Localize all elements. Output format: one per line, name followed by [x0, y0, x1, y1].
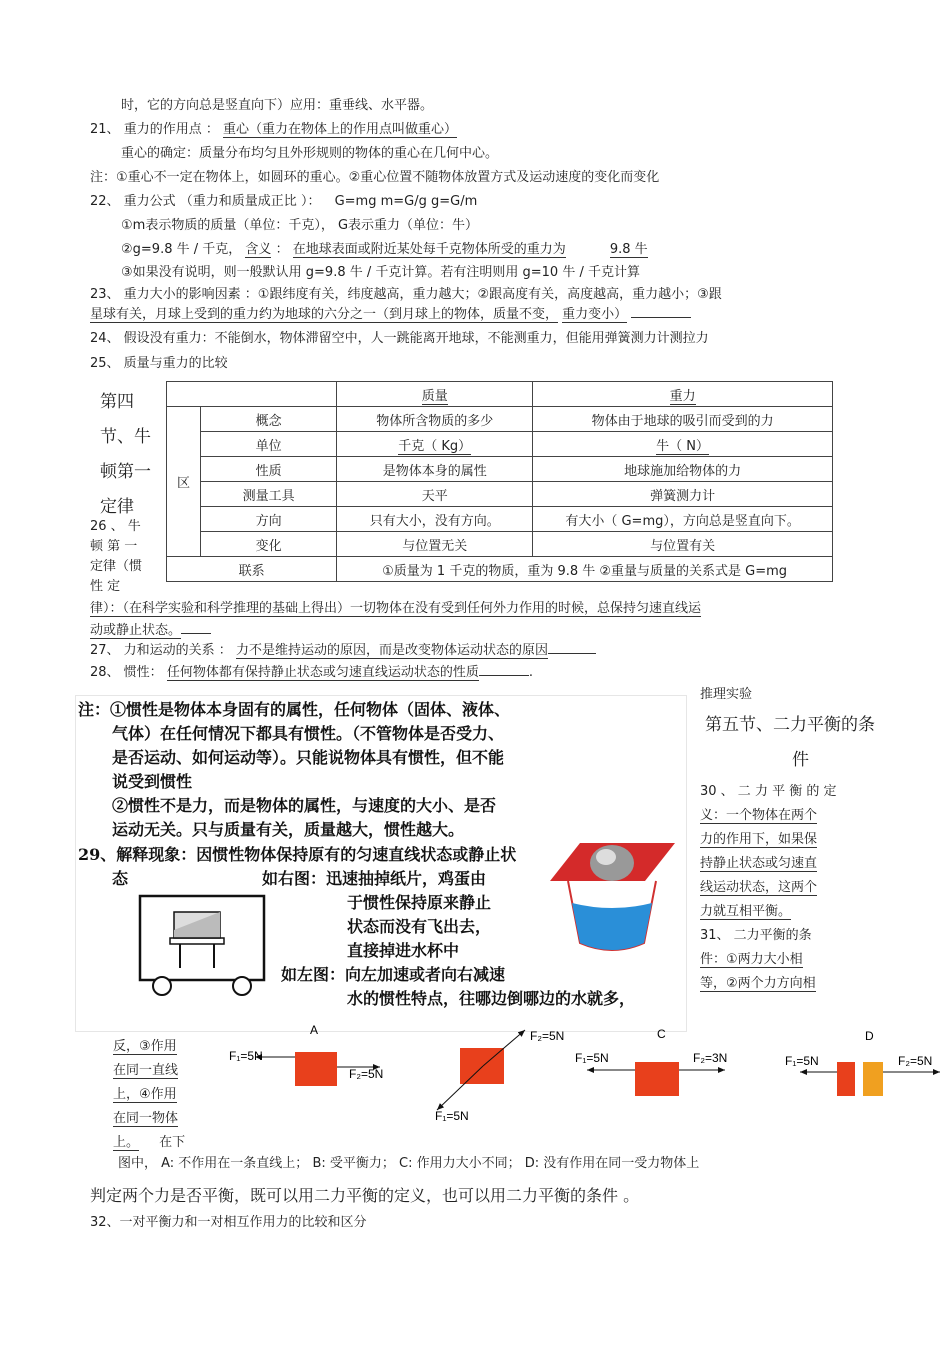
text-line: 判定两个力是否平衡，既可以用二力平衡的定义，也可以用二力平衡的条件 。: [90, 1186, 640, 1205]
handwritten-line: 于惯性保持原来静止: [347, 893, 492, 912]
row-label: 性质: [201, 457, 337, 482]
text-line: [90, 306, 691, 324]
row-label: 单位: [201, 432, 337, 457]
table-cell: 与位置有关: [533, 532, 833, 557]
text-line: [90, 622, 211, 640]
table-row: [167, 482, 833, 507]
handwritten-line: 如左图：向左加速或者向右减速: [281, 965, 506, 984]
text-line: 在同一物体: [113, 1111, 179, 1126]
force-label: F₁=5N: [575, 1051, 609, 1065]
title-line: 第四: [100, 392, 134, 412]
text-line: 重心的确定：质量分布均匀且外形规则的物体的重心在几何中心。: [121, 146, 499, 161]
forces-figure: [215, 1010, 950, 1128]
handwritten-line: 运动无关。只与质量有关，质量越大，惯性越大。: [112, 820, 465, 839]
item-answer: 力不是维持运动的原因，而是改变物体运动状态的原因: [235, 643, 548, 658]
text-line: 30 、 二 力 平 衡 的 定: [700, 784, 837, 799]
text-line: ③如果没有说明，则一般默认用 g=9.8 牛 / 千克计算。若有注明则用 g=10 牛 / 千克计算: [121, 265, 640, 280]
item-25: 25、 质量与重力的比较: [90, 356, 228, 371]
text-part: 律）：（在科学实验和科学推理的基础上得出）一切物体在没有受到任何外力作用的时候，总保持匀速直线运: [90, 601, 702, 616]
section-title: [100, 385, 151, 525]
row-label: 变化: [201, 532, 337, 557]
row-label: 测量工具: [201, 482, 337, 507]
force-label: F₂=5N: [530, 1029, 565, 1043]
block-c: [635, 1062, 679, 1096]
text-part: 星球有关，月球上受到的重力约为地球的六分之一（到月球上的物体，质量不变，: [90, 307, 559, 322]
handwritten-line: 气体）在任何情况下都具有惯性。（不管物体是否受力、: [112, 724, 505, 743]
diagram-label-d: D: [865, 1029, 874, 1043]
table-cell: 与位置无关: [337, 532, 533, 557]
text-part: 在地球表面或附近某处每千克物体所受的重力为: [292, 242, 566, 257]
force-label: F₁=5N: [785, 1054, 819, 1068]
text-line: 31、 二力平衡的条: [700, 928, 812, 943]
handwritten-line: 是否运动、如何运动等）。只能说物体具有惯性，但不能: [112, 748, 505, 767]
text-line: 26 、 牛: [90, 519, 141, 534]
table-cell: 天平: [337, 482, 533, 507]
text-line: 时，它的方向总是竖直向下）应用：重垂线、水平器。: [121, 98, 434, 113]
block-a: [295, 1052, 337, 1086]
blank: [479, 675, 529, 676]
item-label: 27、 力和运动的关系 ：: [90, 643, 232, 658]
text-line: 在下: [159, 1135, 186, 1150]
force-label: F₁=5N: [435, 1109, 469, 1123]
block-d1: [837, 1062, 855, 1096]
table-cell: 弹簧测力计: [533, 482, 833, 507]
group-label: 区: [167, 407, 201, 557]
title-line: 节、牛: [100, 427, 151, 447]
handwritten-line: 直接掉进水杯中: [347, 941, 460, 960]
formula: G=mg m=G/g g=G/m: [334, 194, 478, 209]
force-label: F₂=3N: [693, 1051, 728, 1065]
table-row: [167, 507, 833, 532]
table-header: 重力: [533, 382, 833, 407]
comparison-table: [166, 381, 833, 582]
text-line: 义：一个物体在两个: [700, 808, 818, 823]
text-line: 力就互相平衡。: [700, 904, 792, 919]
text-line: 持静止状态或匀速直: [700, 856, 818, 871]
item-24: 24、 假设没有重力：不能倒水，物体滞留空中，人一跳能离开地球，不能测重力，但能用弹簧测力计测拉力: [90, 331, 709, 346]
handwritten-line: 态: [112, 869, 129, 888]
text-part: 重力变小）: [562, 307, 628, 322]
table-cell: 千克（ Kg）: [337, 432, 533, 457]
handwritten-line: 如右图：迅速抽掉纸片，鸡蛋由: [262, 869, 487, 888]
item-answer: 重心（重力在物体上的作用点叫做重心）: [222, 122, 457, 137]
blank: [181, 633, 211, 634]
text-line: 上。: [113, 1135, 140, 1150]
table-row: [167, 532, 833, 557]
text-line: ①m表示物质的质量（单位：千克）， G表示重力（单位：牛）: [121, 218, 479, 233]
cart-sketch: [132, 890, 272, 1000]
item-label: 重力的作用点 ：: [123, 122, 219, 137]
note-line: 注：①重心不一定在物体上，如圆环的重心。②重心位置不随物体放置方式及运动速度的变化而变化: [90, 170, 660, 185]
diagram-label-a: A: [310, 1023, 319, 1037]
text-part: ：: [275, 242, 289, 257]
item-label: 22、 重力公式 （重力和质量成正比 ）：: [90, 194, 321, 209]
item-26-side: [90, 517, 142, 597]
table-cell: 是物体本身的属性: [337, 457, 533, 482]
diagram-label-c: C: [657, 1027, 666, 1041]
table-cell: 地球施加给物体的力: [533, 457, 833, 482]
egg-cup-figure: [540, 833, 680, 958]
item-21: [90, 121, 457, 139]
table-cell: ①质量为 1 千克的物质，重为 9.8 牛 ②重量与质量的关系式是 G=mg: [337, 557, 833, 582]
text-line: 件：①两力大小相: [700, 952, 803, 967]
text-part: 含义: [245, 242, 272, 257]
force-label: F₁=5N: [229, 1049, 263, 1063]
text-part: 9.8 牛: [609, 242, 648, 257]
table-row: [167, 457, 833, 482]
table-header-row: [167, 382, 833, 407]
item-23: 23、 重力大小的影响因素 ：①跟纬度有关，纬度越高，重力越大；②跟高度有关，高度越高，重力越小；③跟: [90, 287, 722, 302]
blank: [631, 317, 691, 318]
section-title: 件: [792, 750, 809, 770]
handwritten-line: 说受到惯性: [112, 772, 193, 791]
row-label: 联系: [167, 557, 337, 582]
handwritten-line: 29、解释现象：因惯性物体保持原有的匀速直线状态或静止状: [78, 845, 517, 864]
item-label: 28、 惯性：: [90, 665, 163, 680]
text-line: 力的作用下，如果保: [700, 832, 818, 847]
item-32: 32、一对平衡力和一对相互作用力的比较和区分: [90, 1215, 367, 1230]
table-header: 质量: [337, 382, 533, 407]
force-label: F₂=5N: [898, 1054, 933, 1068]
table-row: [167, 407, 833, 432]
text-line: [121, 241, 648, 259]
handwritten-line: 注：①惯性是物体本身固有的属性，任何物体（固体、液体、: [78, 700, 511, 719]
table-cell: 物体由于地球的吸引而受到的力: [533, 407, 833, 432]
text-line: 线运动状态，这两个: [700, 880, 818, 895]
item-22: [90, 193, 477, 211]
item-number: 21、: [90, 122, 120, 137]
title-line: 顿第一: [100, 462, 151, 482]
title-line: 定律: [100, 497, 134, 517]
item-30: [700, 780, 836, 996]
text-line: 等，②两个力方向相: [700, 976, 816, 991]
label-text: 推理实验: [700, 687, 753, 702]
table-cell: 只有大小，没有方向。: [337, 507, 533, 532]
table-cell: 牛（ N）: [533, 432, 833, 457]
handwritten-line: 状态而没有飞出去，: [347, 917, 492, 936]
text-part: ②g=9.8 牛 / 千克，: [121, 242, 242, 257]
item-31-cont: [113, 1035, 185, 1155]
text-part: 动或静止状态。: [90, 623, 182, 638]
table-cell: 物体所含物质的多少: [337, 407, 533, 432]
handwritten-line: 水的惯性特点，往哪边倒哪边的水就多，: [347, 989, 636, 1008]
table-cell: 有大小（ G=mg），方向总是竖直向下。: [533, 507, 833, 532]
text-line: 在同一直线: [113, 1063, 179, 1078]
handwritten-line: ②惯性不是力，而是物体的属性，与速度的大小、是否: [112, 796, 497, 815]
text-line: 定律（惯: [90, 559, 143, 574]
text-line: 反，③作用: [113, 1039, 177, 1054]
blank: [548, 653, 596, 654]
text-line: 上，④作用: [113, 1087, 177, 1102]
item-28: 28、 惯性： 任何物体都有保持静止状态或匀速直线运动状态的性质 .: [90, 665, 533, 680]
block-d2: [863, 1062, 883, 1096]
section-title: 第五节、二力平衡的条: [705, 715, 875, 735]
item-26-cont: [90, 600, 701, 618]
item-answer: 任何物体都有保持静止状态或匀速直线运动状态的性质: [166, 665, 479, 680]
text-line: 性 定: [90, 579, 121, 594]
row-label: 概念: [201, 407, 337, 432]
row-label: 方向: [201, 507, 337, 532]
text-line: 顿 第 一: [90, 539, 138, 554]
figure-caption: 图中， A: 不作用在一条直线上； B: 受平衡力； C: 作用力大小不同； D: 没有作用在同一受力物体上: [118, 1156, 700, 1171]
force-label: F₂=5N: [349, 1067, 384, 1081]
table-row: [167, 432, 833, 457]
table-row: [167, 557, 833, 582]
item-27: [90, 642, 596, 660]
table-cell: [167, 382, 337, 407]
